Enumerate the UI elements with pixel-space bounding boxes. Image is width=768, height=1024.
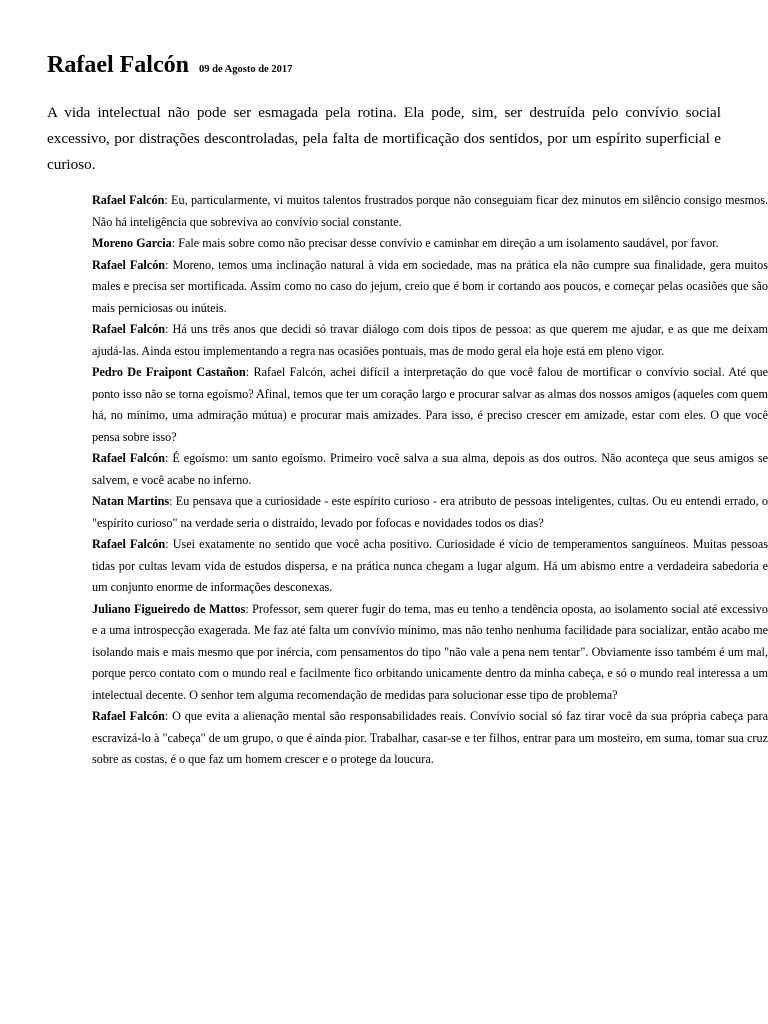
speaker-name: Moreno Garcia [92,236,172,251]
author-name: Rafael Falcón [47,52,189,78]
speaker-name: Natan Martins [92,494,170,509]
speaker-name: Juliano Figueiredo de Mattos [92,601,246,616]
dialogue-entry [92,255,768,320]
publication-date: 09 de Agosto de 2017 [198,64,293,75]
dialogue-entry [92,190,768,233]
dialogue-text: : Moreno, temos uma inclinação natural à vida em sociedade, mas na prática ela não cumpre sua finalidade, gera muitos males e precisa ser mortificada. Assim como no caso do jejum, creio que é bom ir cortando aos poucos, e começar pelas ocasiões que são mais perniciosas ou inúteis. [92,257,768,315]
dialogue-text: : Eu, particularmente, vi muitos talentos frustrados porque não conseguiam ficar dez minutos em silêncio consigo mesmos. Não há inteligência que sobreviva ao convívio social constante. [92,193,768,229]
dialogue-text: : Usei exatamente no sentido que você acha positivo. Curiosidade é vício de temperamentos sanguíneos. Muitas pessoas tidas por cultas levam vida de estudos dispersa, e na prática nunca chegam a lugar algum. Há um abismo entre a verdadeira sabedoria e um conjunto enorme de informações desconexas. [92,537,768,595]
dialogue-entry [92,362,768,448]
speaker-name: Pedro De Fraipont Castañon [92,365,246,380]
speaker-name: Rafael Falcón [92,193,165,208]
dialogue-entry [92,491,768,534]
dialogue-entry [92,599,768,707]
speaker-name: Rafael Falcón [92,322,166,337]
dialogue-text: : O que evita a alienação mental são responsabilidades reais. Convívio social só faz tirar você da sua própria cabeça para escravizá-lo à "cabeça" de um grupo, o que é ainda pior. Trabalhar, casar-se e ter filhos, entrar para um mosteiro, em suma, tomar sua cruz sobre as costas, é o que faz um homem crescer e o protege da loucura. [92,709,768,767]
dialogue-list [92,190,768,771]
document-header [47,42,721,80]
dialogue-entry [92,448,768,491]
dialogue-text: : Fale mais sobre como não precisar desse convívio e caminhar em direção a um isolamento saudável, por favor. [171,236,719,251]
intro-paragraph: A vida intelectual não pode ser esmagada pela rotina. Ela pode, sim, ser destruída pelo convívio social excessivo, por distrações descontroladas, pela falta de mortificação dos sentidos, por um espírito superficial e curioso. [47,104,721,174]
speaker-name: Rafael Falcón [92,451,166,466]
speaker-name: Rafael Falcón [92,709,165,724]
dialogue-text: : Rafael Falcón, achei difícil a interpretação do que você falou de mortificar o convívio social. Até que ponto isso não se torna egoísmo? Afinal, temos que ter um coração largo e procurar salvar as almas dos nossos amigos (aqueles com quem há, no mínimo, uma admiração mútua) e procurar mais amizades. Para isso, é preciso crescer em amizade, estar com eles. O que você pensa sobre isso? [92,365,768,444]
dialogue-entry [92,233,768,255]
dialogue-entry [92,534,768,599]
speaker-name: Rafael Falcón [92,257,166,272]
dialogue-entry [92,706,768,771]
dialogue-text: : Há uns três anos que decidi só travar diálogo com dois tipos de pessoa: as que querem me ajudar, e as que me deixam ajudá-las. Ainda estou implementando a regra nas ocasiões pontuais, mas de modo geral ela hoje está em pleno vigor. [92,322,768,358]
dialogue-entry [92,319,768,362]
dialogue-text: : Professor, sem querer fugir do tema, mas eu tenho a tendência oposta, ao isolamento social até excessivo e a uma introspecção exagerada. Me faz até falta um convívio mínimo, mas não tenho nenhuma facilidade para socializar, então acabo me isolando mais e mais mesmo que por inércia, com pensamentos do tipo "não vale a pena nem tentar". Obviamente isso também é um mal, porque perco contato com o mundo real e facilmente fico orbitando unicamente dentro da minha cabeça, e só o mundo real interessa a um intelectual decente. O senhor tem alguma recomendação de medidas para solucionar esse tipo de problema? [92,601,768,702]
dialogue-text: : É egoísmo: um santo egoísmo. Primeiro você salva a sua alma, depois as dos outros. Não aconteça que seus amigos se salvem, e você acabe no inferno. [92,451,768,487]
speaker-name: Rafael Falcón [92,537,166,552]
dialogue-text: : Eu pensava que a curiosidade - este espírito curioso - era atributo de pessoas inteligentes, cultas. Ou eu entendi errado, o "espírito curioso" na verdade seria o distraído, levado por fofocas e novidades todos os dias? [92,494,768,530]
